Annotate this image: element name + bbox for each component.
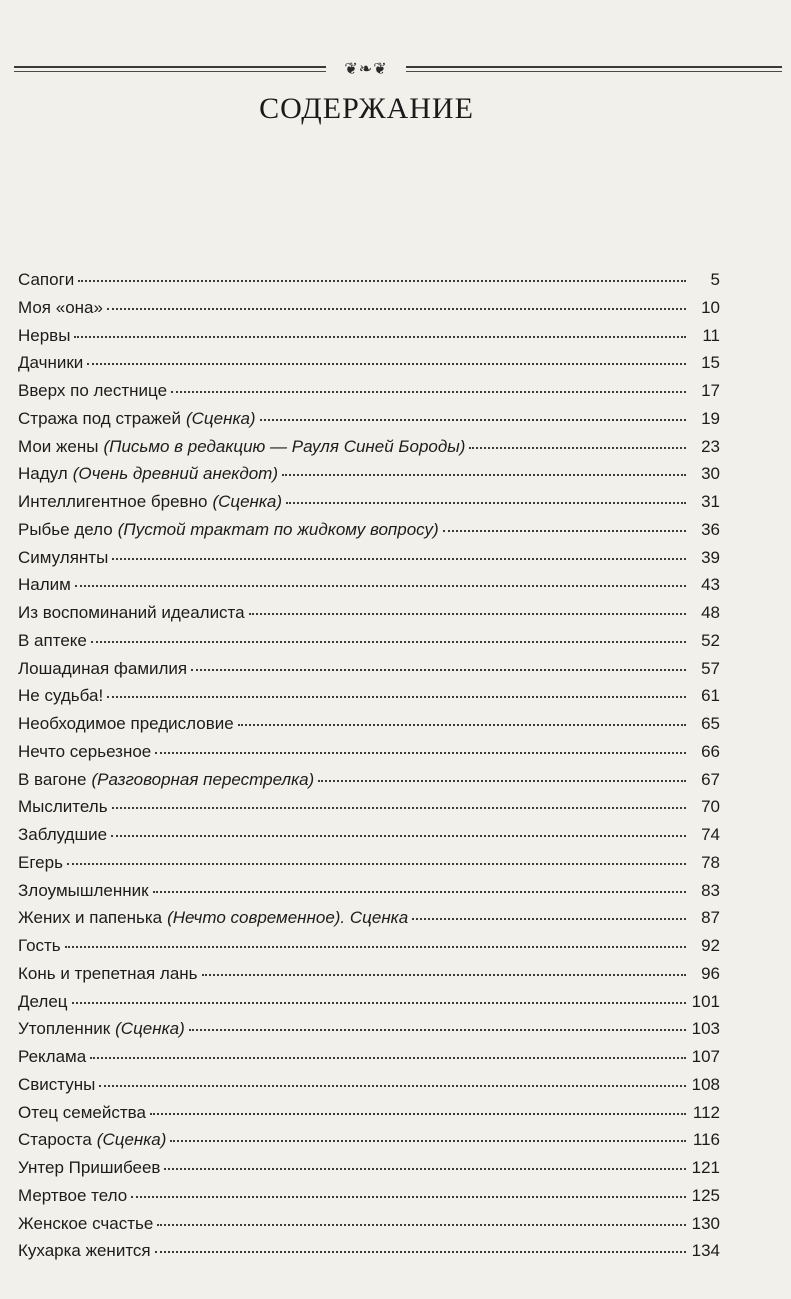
- toc-entry: [18, 770, 720, 798]
- toc-entry-subtitle: (Сценка): [185, 408, 256, 428]
- toc-entry-title: Рыбье дело: [18, 519, 113, 539]
- toc-entry-page: 134: [691, 1241, 720, 1261]
- toc-entry-page: 125: [691, 1185, 720, 1205]
- toc-entry-subtitle: (Письмо в редакцию — Рауля Синей Бороды): [103, 436, 466, 456]
- toc-entry-page: 66: [701, 741, 720, 761]
- toc-entry-page: 65: [701, 714, 720, 733]
- toc-entry-title: Моя «она»: [18, 297, 103, 317]
- toc-entry: [18, 520, 720, 548]
- toc-entry-title: Делец: [18, 991, 68, 1011]
- toc-entry-title: Мертвое тело: [18, 1185, 128, 1205]
- toc-entry-title: Необходимое предисловие: [18, 714, 234, 733]
- dot-leader: [75, 585, 686, 587]
- toc-entry-page: 101: [691, 991, 720, 1011]
- dot-leader: [191, 669, 686, 671]
- toc-entry-title: Стража под стражей: [18, 408, 181, 428]
- toc-entry-title: Отец семейства: [18, 1102, 146, 1122]
- toc-entry-page: 39: [701, 547, 720, 567]
- toc-entry-page: 92: [701, 936, 720, 955]
- toc-entry-title: Лошадиная фамилия: [18, 658, 188, 678]
- dot-leader: [318, 780, 686, 782]
- toc-entry: [18, 270, 720, 298]
- page-title: СОДЕРЖАНИЕ: [259, 92, 474, 125]
- toc-entry-subtitle: (Сценка): [115, 1019, 185, 1039]
- toc-entry-title: Конь и трепетная лань: [18, 963, 198, 983]
- toc-entry-page: 48: [701, 603, 720, 622]
- toc-entry: [18, 714, 720, 742]
- dot-leader: [150, 1113, 686, 1115]
- toc-entry-page: 70: [701, 797, 720, 817]
- dot-leader: [260, 419, 686, 421]
- toc-entry-page: 31: [701, 492, 720, 511]
- toc-entry-title: Злоумышленник: [18, 880, 149, 900]
- toc-entry-page: 130: [691, 1213, 720, 1233]
- dot-leader: [107, 308, 686, 310]
- toc-entry: [18, 1186, 720, 1214]
- toc-entry-subtitle: (Пустой трактат по жидкому вопросу): [117, 519, 439, 539]
- dot-leader: [78, 280, 686, 282]
- toc-entry: [18, 1047, 720, 1075]
- toc-entry-title: Не судьба!: [18, 686, 104, 706]
- toc-entry-page: 87: [701, 908, 720, 928]
- dot-leader: [99, 1085, 686, 1087]
- toc-entry-title: Симулянты: [18, 547, 109, 567]
- toc-entry: [18, 631, 720, 659]
- dot-leader: [202, 974, 686, 976]
- toc-entry-title: Женское счастье: [18, 1213, 154, 1233]
- toc-entry: [18, 659, 720, 687]
- toc-entry-title: Староста: [18, 1130, 92, 1150]
- toc-entry-title: Егерь: [18, 852, 63, 872]
- toc-entry: [18, 1075, 720, 1103]
- toc-entry-page: 5: [710, 270, 720, 289]
- toc-entry: [18, 603, 720, 631]
- dot-leader: [170, 1140, 686, 1142]
- toc-entry-title: Нечто серьезное: [18, 741, 152, 761]
- toc-entry-page: 15: [701, 353, 720, 373]
- toc-entry: [18, 825, 720, 853]
- toc-entry-page: 19: [701, 408, 720, 428]
- toc-entry: [18, 992, 720, 1020]
- toc-entry-subtitle: (Нечто современное). Сценка: [167, 908, 409, 928]
- toc-entry-page: 78: [701, 852, 720, 872]
- toc-entry: [18, 575, 720, 603]
- toc-entry-title: Дачники: [18, 353, 84, 373]
- dot-leader: [153, 891, 686, 893]
- toc-entry-page: 103: [691, 1019, 720, 1039]
- table-of-contents: [18, 270, 720, 1269]
- toc-entry: [18, 1019, 720, 1047]
- toc-entry-title: Сапоги: [18, 270, 75, 289]
- toc-entry-page: 74: [701, 825, 720, 844]
- toc-entry-title: Вверх по лестнице: [18, 381, 168, 400]
- dot-leader: [249, 613, 686, 615]
- toc-entry-page: 52: [701, 630, 720, 650]
- toc-entry: [18, 381, 720, 409]
- toc-entry-page: 116: [692, 1130, 720, 1150]
- dot-leader: [282, 474, 686, 476]
- dot-leader: [91, 641, 686, 643]
- toc-entry-title: Реклама: [18, 1047, 87, 1066]
- dot-leader: [87, 363, 686, 365]
- toc-entry: [18, 797, 720, 825]
- toc-entry: [18, 881, 720, 909]
- dot-leader: [443, 530, 686, 532]
- dot-leader: [157, 1224, 686, 1226]
- toc-entry: [18, 353, 720, 381]
- toc-entry-title: Надул: [18, 464, 68, 484]
- dot-leader: [131, 1196, 686, 1198]
- toc-entry-title: В аптеке: [18, 630, 87, 650]
- toc-entry: [18, 686, 720, 714]
- toc-entry: [18, 298, 720, 326]
- dot-leader: [469, 447, 686, 449]
- toc-entry: [18, 326, 720, 354]
- dot-leader: [111, 835, 686, 837]
- toc-entry-page: 112: [692, 1102, 720, 1122]
- toc-entry: [18, 1158, 720, 1186]
- toc-entry-title: Интеллигентное бревно: [18, 492, 208, 511]
- toc-entry: [18, 908, 720, 936]
- toc-entry-title: Мыслитель: [18, 797, 108, 817]
- toc-entry-subtitle: (Сценка): [212, 492, 283, 511]
- toc-entry-page: 107: [691, 1047, 720, 1066]
- dot-leader: [171, 391, 686, 393]
- toc-entry: [18, 964, 720, 992]
- toc-entry: [18, 1130, 720, 1158]
- dot-leader: [155, 1251, 686, 1253]
- toc-entry-title: Жених и папенька: [18, 908, 163, 928]
- toc-entry-subtitle: (Очень древний анекдот): [72, 464, 278, 484]
- toc-entry-title: Из воспоминаний идеалиста: [18, 603, 245, 622]
- toc-entry-title: В вагоне: [18, 769, 87, 789]
- toc-entry-title: Мои жены: [18, 436, 99, 456]
- toc-entry: [18, 409, 720, 437]
- toc-entry-page: 121: [691, 1158, 720, 1177]
- dot-leader: [412, 918, 686, 920]
- dot-leader: [238, 724, 686, 726]
- ornament-icon: ❦❧❦: [326, 56, 406, 82]
- toc-entry-page: 11: [702, 325, 720, 345]
- dot-leader: [74, 336, 686, 338]
- toc-entry-page: 96: [701, 963, 720, 983]
- toc-entry-page: 36: [701, 519, 720, 539]
- toc-entry: [18, 1214, 720, 1242]
- toc-entry-title: Гость: [18, 936, 61, 955]
- toc-entry: [18, 853, 720, 881]
- toc-entry: [18, 492, 720, 520]
- toc-entry-page: 30: [701, 464, 720, 484]
- dot-leader: [112, 558, 686, 560]
- toc-entry: [18, 1241, 720, 1269]
- dot-leader: [90, 1057, 686, 1059]
- toc-entry-title: Налим: [18, 575, 71, 595]
- toc-entry-title: Свистуны: [18, 1074, 96, 1094]
- toc-entry-page: 57: [701, 658, 720, 678]
- toc-entry-page: 10: [701, 297, 720, 317]
- dot-leader: [112, 807, 686, 809]
- toc-entry-title: Нервы: [18, 325, 71, 345]
- dot-leader: [107, 696, 686, 698]
- toc-entry: [18, 548, 720, 576]
- toc-entry-subtitle: (Сценка): [96, 1130, 167, 1150]
- toc-entry: [18, 742, 720, 770]
- toc-entry: [18, 464, 720, 492]
- toc-entry-page: 108: [691, 1074, 720, 1094]
- dot-leader: [72, 1002, 686, 1004]
- toc-entry: [18, 1103, 720, 1131]
- toc-entry-title: Кухарка женится: [18, 1241, 151, 1261]
- dot-leader: [155, 752, 686, 754]
- toc-entry-page: 67: [701, 769, 720, 789]
- toc-entry-page: 61: [701, 686, 720, 706]
- dot-leader: [67, 863, 686, 865]
- toc-entry-page: 23: [701, 436, 720, 456]
- toc-entry-page: 17: [701, 381, 720, 400]
- toc-entry-subtitle: (Разговорная перестрелка): [91, 769, 315, 789]
- toc-entry-title: Унтер Пришибеев: [18, 1158, 161, 1177]
- toc-entry-title: Заблудшие: [18, 825, 108, 844]
- dot-leader: [65, 946, 686, 948]
- toc-entry: [18, 437, 720, 465]
- toc-entry-page: 83: [701, 880, 720, 900]
- dot-leader: [189, 1029, 686, 1031]
- dot-leader: [286, 502, 686, 504]
- dot-leader: [164, 1168, 686, 1170]
- toc-entry-page: 43: [701, 575, 720, 595]
- toc-entry: [18, 936, 720, 964]
- toc-entry-title: Утопленник: [18, 1019, 111, 1039]
